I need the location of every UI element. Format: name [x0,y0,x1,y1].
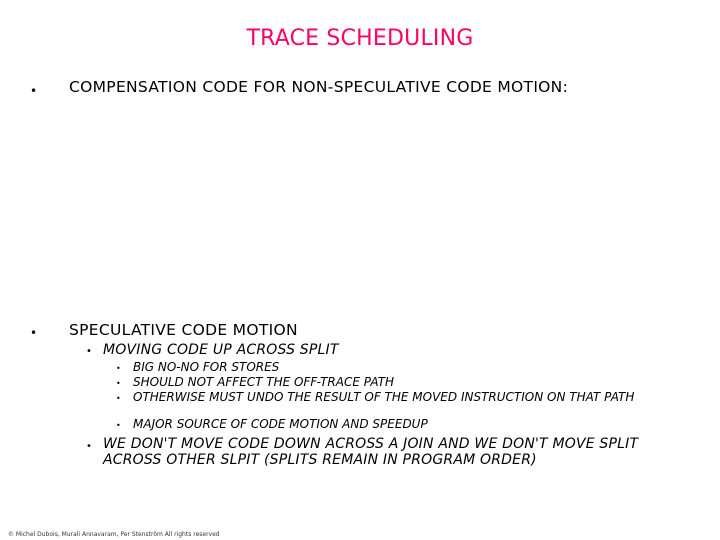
sub1-item-4: MAJOR SOURCE OF CODE MOTION AND SPEEDUP [133,417,428,431]
bullet-section1: • [30,84,38,98]
bullet-item3: • [116,394,121,403]
sub1-item-2: SHOULD NOT AFFECT THE OFF-TRACE PATH [133,375,395,389]
bullet-sub2: • [86,441,92,452]
bullet-section2: • [30,326,38,340]
bullet-item1: • [116,364,121,373]
bullet-item2: • [116,379,121,388]
sub1-item-3: OTHERWISE MUST UNDO THE RESULT OF THE MOVED INSTRUCTION ON THAT PATH [133,390,635,404]
sub2-text: WE DON'T MOVE CODE DOWN ACROSS A JOIN AND WE DON'T MOVE SPLIT ACROSS OTHER SLPIT (SPLITS REMAIN IN PROGRAM ORDER) [103,436,639,468]
sub1-item-1: BIG NO-NO FOR STORES [133,360,280,374]
copyright-footer: © Michel Dubois, Murali Annavaram, Per Stenström All rights reserved [8,531,220,538]
section2-heading: SPECULATIVE CODE MOTION [69,321,298,339]
sub1-text: MOVING CODE UP ACROSS SPLIT [103,342,339,358]
slide-title: TRACE SCHEDULING [246,26,474,51]
bullet-sub1: • [86,346,92,357]
bullet-item4: • [116,421,121,430]
section1-heading: COMPENSATION CODE FOR NON-SPECULATIVE CODE MOTION: [69,78,569,96]
